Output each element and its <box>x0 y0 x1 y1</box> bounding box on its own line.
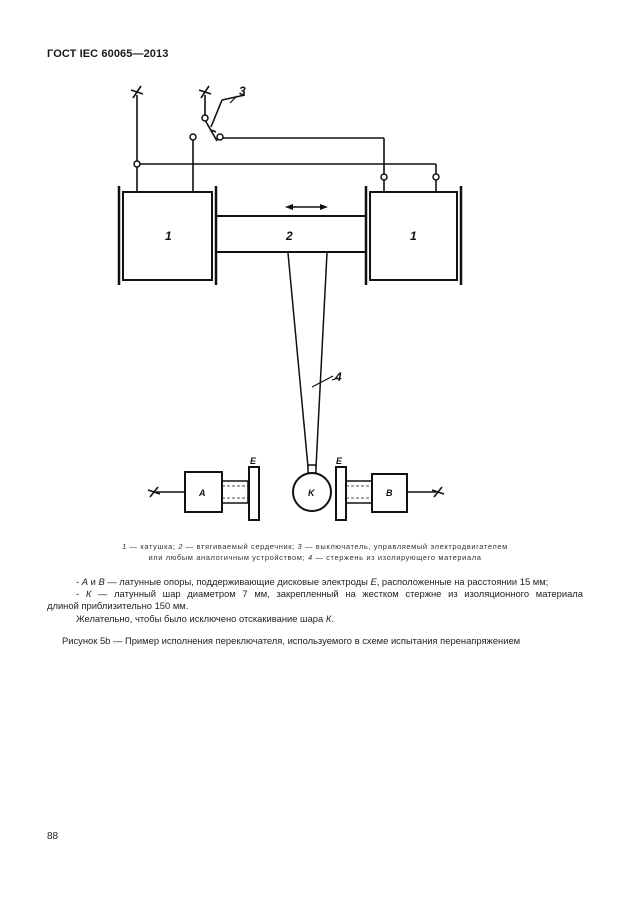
note-supports: - А и В — латунные опоры, поддерживающие дисковые электроды Е, расположенные на расстоянии 15 мм; <box>76 576 549 587</box>
insulating-rod <box>288 253 333 467</box>
label-coil-left: 1 <box>165 229 172 243</box>
label-electrode-left: E <box>250 456 257 466</box>
page-number: 88 <box>47 831 59 842</box>
label-ball-k: K <box>308 488 315 498</box>
terminal-marks <box>131 86 444 497</box>
support-a <box>156 467 259 520</box>
note-ball: - К — латунный шар диаметром 7 мм, закрепленный на жестком стержне из изоляционного материала <box>76 588 583 599</box>
label-electrode-right: E <box>336 456 343 466</box>
legend-num-3: 3 <box>297 542 303 551</box>
label-support-a: A <box>199 488 206 498</box>
figure-legend-line-2 <box>0 553 630 562</box>
wiring-left <box>137 95 436 192</box>
legend-text-3: — выключатель, управляемый электродвигателем <box>302 542 508 551</box>
label-support-b: B <box>386 488 393 498</box>
figure-legend-line-1 <box>0 542 630 551</box>
note-bounce: Желательно, чтобы было исключено отскакивание шара К. <box>76 613 334 624</box>
label-coil-right: 1 <box>410 229 417 243</box>
label-rod: 4 <box>335 370 342 384</box>
legend-text-2: — втягиваемый сердечник; <box>183 542 298 551</box>
legend-text-4: — стержень из изолирующего материала <box>312 553 482 562</box>
legend-num-4: 4 <box>307 553 313 562</box>
legend-num-2: 2 <box>178 542 184 551</box>
double-arrow-icon <box>285 204 328 210</box>
note-length: длиной приблизительно 150 мм. <box>47 600 189 611</box>
document-header: ГОСТ IEC 60065—2013 <box>47 48 169 60</box>
terminals <box>134 115 439 180</box>
legend-text-2a: или любым аналогичным устройством; <box>148 553 308 562</box>
label-switch: 3 <box>239 84 246 98</box>
legend-num-1: 1 <box>122 542 127 551</box>
figure-caption: Рисунок 5b — Пример исполнения переключателя, используемого в схеме испытания перенапряжением <box>62 635 521 646</box>
switch-3 <box>205 95 245 141</box>
label-core: 2 <box>286 229 293 243</box>
legend-text-1: — катушка; <box>126 542 179 551</box>
